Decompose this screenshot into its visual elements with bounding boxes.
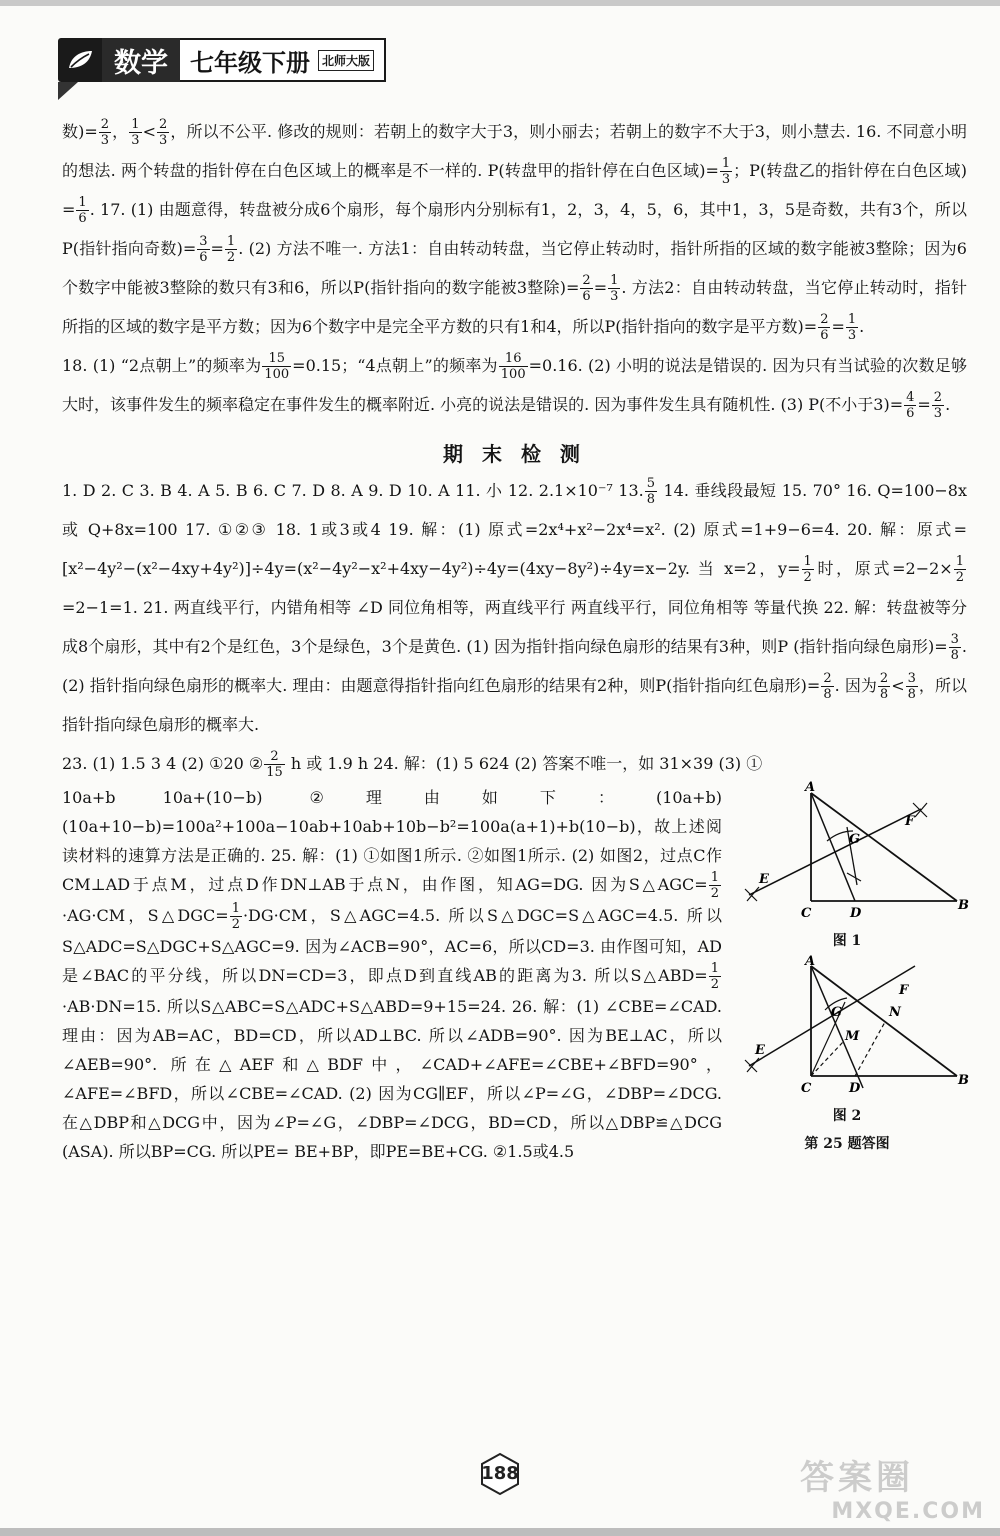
- fig1-label-F: F: [905, 814, 915, 829]
- answer-para-23: 23. (1) 1.5 3 4 (2) ①20 ② $\frac{2}{15}$ h 或 1.9 h 24. 解：(1) 5 624 (2) 答案不唯一，如 31×39 (3) ①: [62, 749, 763, 780]
- fig1-label-C: C: [801, 906, 812, 921]
- grade-box: [180, 38, 386, 82]
- fig2-label-B: B: [958, 1073, 969, 1088]
- fig2-label-G: G: [831, 1005, 843, 1020]
- subject-label: 数学: [102, 38, 180, 82]
- figure-1: [735, 780, 969, 928]
- section-title: 期 末 检 测: [443, 442, 586, 466]
- edition-badge: 北师大版: [318, 50, 374, 71]
- fig2-label-C: C: [801, 1081, 812, 1096]
- figure-2-caption: 图 2: [832, 1108, 862, 1124]
- fig1-label-G: G: [849, 832, 861, 847]
- answer-para-24-26: 10a+b 10a+(10−b) ②理由如下：(10a+b)(10a+10−b)=100a²+100a−10ab+10ab+10b−b²=100a(a+1)+b(10−b)，故上述阅读材料的速算方法是正确的. 25. 解：(1) ①如图1所示. ②如图1所示. (2) 如图2，过点C作CM⊥AD于点M，过点D作DN⊥AB于点N，由作图，知AG=DG. 因为S△AGC= $\frac{1}{2}$ ·AG·CM，S△DGC= $\frac{1}{2}$ ·DG·CM，S△AGC=4.5. 所以S△DGC=S△AGC=4.5. 所以S△ADC=S△DGC+S△AGC=9. 因为∠ACB=90°，AC=6，所以CD=3. 由作图可知，AD是∠BAC的平分线，所以DN=CD=3，即点D到直线AB的距离为3. 所以S△ABD= $\frac{1}{2}$ ·AB·DN=15. 所以S△ABC=S△ADC+S△ABD=9+15=24. 26. 解：(1) ∠CBE=∠CAD. 理由：因为AB=AC，BD=CD，所以AD⊥BC. 所以∠ADB=90°. 因为BE⊥AC，所以∠AEB=90°. 所在△AEF和△BDF中，∠CAD+∠AFE=∠CBE+∠BFD=90°，∠AFE=∠BFD，所以∠CBE=∠CAD. (2) 因为CG∥EF，所以∠P=∠G，∠DBP=∠DCG. 在△DBP和△DCG中，因为∠P=∠G，∠DBP=∠DCG，BD=CD，所以△DBP≌△DCG (ASA). 所以BP=CG. 所以PE= BE+BP，即PE=BE+CG. ②1.5或4.5: [62, 788, 722, 1161]
- fig2-label-F: F: [899, 983, 909, 998]
- leaf-icon: [58, 38, 102, 82]
- fig1-label-B: B: [958, 898, 969, 913]
- answer-para-final-exam: 1. D 2. C 3. B 4. A 5. B 6. C 7. D 8. A 9. D 10. A 11. 小 12. 2.1×10⁻⁷ 13. $\frac{5}{8}$ 14. 垂线段最短 15. 70° 16. Q=100−8x 或 Q+8x=100 17. ①②③ 18. 1或3或4 19. 解：(1) 原式=2x⁴+x²−2x⁴=x². (2) 原式=1+9−6=4. 20. 解：原式=[x²−4y²−(x²−4xy+4y²)]÷4y=(x²−4y²−x²+4xy−4y²)÷4y=(4xy−8y²)÷4y=x−2y. 当 x=2，y= $\frac{1}{2}$ 时，原式=2−2× $\frac{1}{2}$ =2−1=1. 21. 两直线平行，内错角相等 ∠D 同位角相等，两直线平行 两直线平行，同位角相等 等量代换 22. 解：转盘被等分成8个扇形，其中有2个是红色，3个是绿色，3个是黄色. (1) 因为指针指向绿色扇形的结果有3种，则P (指针指向绿色扇形)= $\frac{3}{8}$ . (2) 指针指向绿色扇形的概率大. 理由：由题意得指针指向红色扇形的结果有2种，则P(指针指向红色扇形)= $\frac{2}{8}$ . 因为 $\frac{2}{8}$ < $\frac{3}{8}$ ，所以指针指向绿色扇形的概率大.: [62, 476, 968, 734]
- grade-label: 七年级下册: [190, 48, 310, 77]
- fig2-label-N: N: [889, 1005, 901, 1020]
- fig2-label-M: M: [845, 1029, 860, 1044]
- fig1-label-E: E: [759, 872, 769, 887]
- fig2-label-E: E: [755, 1043, 765, 1058]
- scan-top-edge: [0, 0, 1000, 6]
- figure-column: [727, 780, 969, 1161]
- fig1-label-D: D: [850, 906, 862, 921]
- header-decoration: [58, 82, 78, 100]
- answer-column: [62, 783, 722, 1166]
- answer-para-probability: 数)= $\frac{2}{3}$ ， $\frac{1}{3}$ < $\frac{2}{3}$ ，所以不公平. 修改的规则：若朝上的数字大于3，则小丽去；若朝上的数字不大于3，则小慧去. 16. 不同意小明的想法. 两个转盘的指针停在白色区域上的概率是不一样的. P(转盘甲的指针停在白色区域)= $\frac{1}{3}$ ；P(转盘乙的指针停在白色区域) = $\frac{1}{6}$ . 17. (1) 由题意得，转盘被分成6个扇形，每个扇形内分别标有1，2，3，4，5，6，其中1，3，5是奇数，共有3个，所以P(指针指向奇数)= $\frac{3}{6}$ = $\frac{1}{2}$ . (2) 方法不唯一. 方法1：自由转动转盘，当它停止转动时，指针所指的区域的数字能被3整除；因为6个数字中能被3整除的数只有3和6，所以P(指针指向的数字能被3整除)= $\frac{2}{6}$ = $\frac{1}{3}$ . 方法2：自由转动转盘，当它停止转动时，指针所指的区域的数字是平方数；因为6个数字中是完全平方数的只有1和4，所以P(指针指向的数字是平方数)= $\frac{2}{6}$ = $\frac{1}{3}$ .: [62, 117, 967, 343]
- fig2-label-A: A: [805, 954, 816, 969]
- page-number: 188: [478, 1452, 522, 1496]
- answer-content: [62, 112, 967, 1166]
- fig2-label-D: D: [849, 1081, 861, 1096]
- fig1-label-A: A: [805, 780, 816, 795]
- figure-2: [735, 954, 969, 1103]
- scan-bottom-edge: [0, 1528, 1000, 1536]
- figure-group-caption: 第 25 题答图: [804, 1136, 890, 1152]
- page-header: [58, 38, 386, 82]
- answer-para-18: 18. (1) “2点朝上”的频率为 $\frac{15}{100}$ =0.15；“4点朝上”的频率为 $\frac{16}{100}$ =0.16. (2) 小明的说法是错误的. 因为只有当试验的次数足够大时，该事件发生的频率稳定在事件发生的概率附近. 小亮的说法是错误的. 因为事件发生具有随机性. (3) P(不小于3)= $\frac{4}{6}$ = $\frac{2}{3}$ .: [62, 351, 967, 421]
- watermark: 答案圈 MXQE.COM: [800, 1458, 985, 1524]
- figure-1-caption: 图 1: [832, 933, 862, 949]
